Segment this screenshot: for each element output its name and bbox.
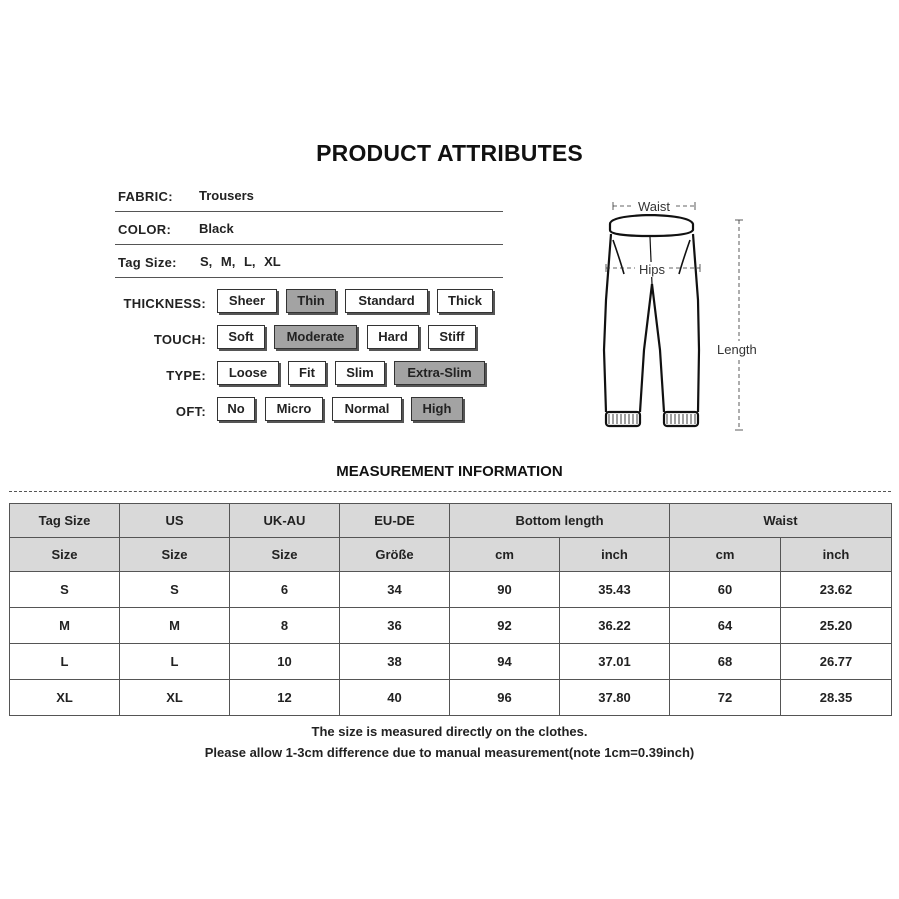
option-extra-slim: Extra-Slim [394,361,485,385]
subheader-cell: inch [560,538,670,572]
measurement-title: MEASUREMENT INFORMATION [336,463,563,480]
table-cell: XL [120,680,230,716]
table-cell: 72 [670,680,781,716]
header-tag-size: Tag Size [10,504,120,538]
header-bottom-length: Bottom length [450,504,670,538]
touch-label: TOUCH: [153,332,206,347]
hips-label: Hips [639,262,666,277]
table-cell: 10 [230,644,340,680]
table-cell: 90 [450,572,560,608]
subheader-cell: Size [230,538,340,572]
table-cell: M [120,608,230,644]
divider [115,211,503,212]
table-cell: 36 [340,608,450,644]
option-thin: Thin [286,289,336,313]
table-cell: 25.20 [781,608,892,644]
trousers-outline-icon [604,215,699,426]
option-thick: Thick [437,289,493,313]
table-cell: 37.80 [560,680,670,716]
subheader-cell: inch [781,538,892,572]
tag-size-value: S, M, L, XL [200,254,281,269]
option-fit: Fit [288,361,326,385]
table-cell: S [120,572,230,608]
table-cell: 28.35 [781,680,892,716]
page-title: PRODUCT ATTRIBUTES [316,140,583,166]
table-row [10,644,892,680]
table-cell: 38 [340,644,450,680]
table-cell: XL [10,680,120,716]
table-cell: 6 [230,572,340,608]
table-cell: 94 [450,644,560,680]
subheader-cell: cm [450,538,560,572]
table-header-row [10,504,892,538]
measurement-table [9,503,892,716]
oft-label: OFT: [175,404,206,419]
option-loose: Loose [217,361,279,385]
type-label: TYPE: [166,368,206,383]
table-cell: L [10,644,120,680]
table-subheader-row [10,538,892,572]
header-eu-de: EU-DE [340,504,450,538]
subheader-cell: Size [120,538,230,572]
option-standard: Standard [345,289,428,313]
option-moderate: Moderate [274,325,357,349]
subheader-cell: Größe [340,538,450,572]
option-stiff: Stiff [428,325,476,349]
table-cell: 96 [450,680,560,716]
table-cell: 35.43 [560,572,670,608]
table-row [10,608,892,644]
option-sheer: Sheer [217,289,277,313]
color-label: COLOR: [118,222,172,237]
table-cell: M [10,608,120,644]
table-cell: L [120,644,230,680]
table-row [10,572,892,608]
tag-size-label: Tag Size: [118,255,177,270]
table-cell: 36.22 [560,608,670,644]
table-cell: 68 [670,644,781,680]
waist-label: Waist [638,199,671,214]
header-waist: Waist [670,504,892,538]
table-cell: 12 [230,680,340,716]
note-measured: The size is measured directly on the clothes. [311,724,588,739]
header-uk-au: UK-AU [230,504,340,538]
table-cell: 92 [450,608,560,644]
note-difference: Please allow 1-3cm difference due to manual measurement(note 1cm=0.39inch) [204,745,695,760]
table-cell: 34 [340,572,450,608]
table-cell: 8 [230,608,340,644]
divider [115,277,503,278]
color-value: Black [199,221,234,236]
table-cell: 23.62 [781,572,892,608]
table-cell: 26.77 [781,644,892,680]
option-slim: Slim [335,361,385,385]
fabric-value: Trousers [199,188,254,203]
option-no: No [217,397,255,421]
option-hard: Hard [367,325,419,349]
thickness-label: THICKNESS: [123,296,206,311]
table-cell: 40 [340,680,450,716]
option-normal: Normal [332,397,402,421]
length-label: Length [717,342,757,357]
option-high: High [411,397,463,421]
trousers-diagram [580,190,780,440]
table-row [10,680,892,716]
header-us: US [120,504,230,538]
table-cell: 60 [670,572,781,608]
dashed-divider [9,491,891,492]
table-cell: 64 [670,608,781,644]
subheader-cell: cm [670,538,781,572]
length-dimension-icon [735,220,743,430]
fabric-label: FABRIC: [118,189,173,204]
subheader-cell: Size [10,538,120,572]
table-cell: S [10,572,120,608]
table-cell: 37.01 [560,644,670,680]
option-soft: Soft [217,325,265,349]
option-micro: Micro [265,397,323,421]
divider [115,244,503,245]
